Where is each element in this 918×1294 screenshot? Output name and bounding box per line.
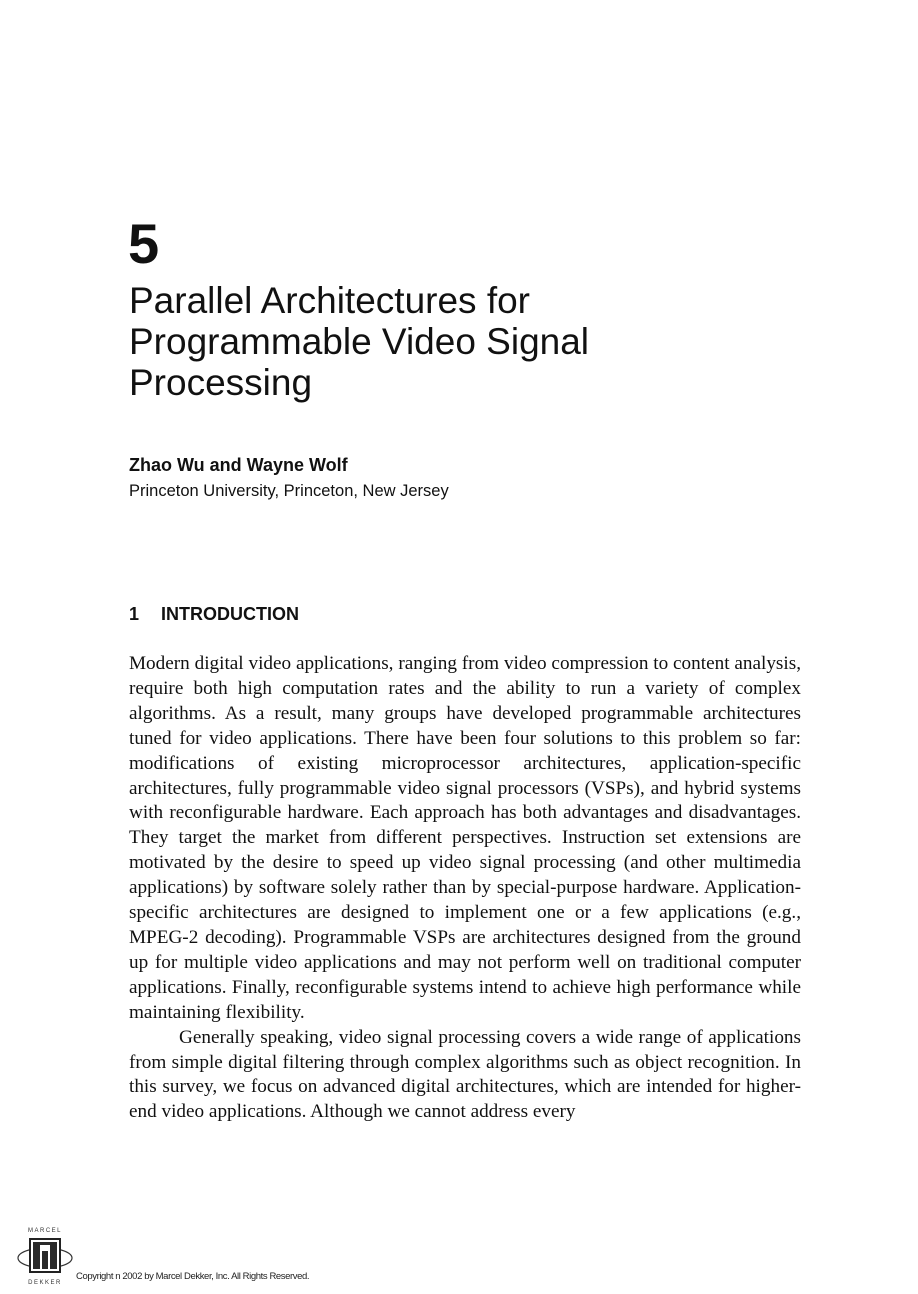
publisher-logo-icon [14,1226,76,1286]
section-heading [129,602,299,626]
chapter-title: Parallel Architectures for Programmable Video Signal Processing [129,280,590,403]
chapter-number: 5 [128,212,160,275]
section-title: INTRODUCTION [161,604,299,624]
copyright-notice: Copyright n 2002 by Marcel Dekker, Inc. All Rights Reserved. [76,1271,310,1282]
logo-text-top: MARCEL [27,1228,63,1234]
logo-text-bottom: DEKKER [28,1280,62,1286]
section-number: 1 [129,604,140,624]
chapter-affiliation: Princeton University, Princeton, New Jersey [129,482,449,500]
publisher-logo [14,1226,76,1286]
body-text [129,652,801,1125]
paragraph-2: Generally speaking, video signal processing covers a wide range of applications from simple digital filtering through complex algorithms such as object recognition. In this survey, we focus on advanced digital architectures, which are intended for higher-end video applications. Although we cannot address every [129,1026,801,1123]
chapter-authors: Zhao Wu and Wayne Wolf [129,455,348,475]
paragraph-1: Modern digital video applications, ranging from video compression to content analysis, require both high computation rates and the ability to run a variety of complex algorithms. As a result, many groups have developed programmable architectures tuned for video applications. There have been four solutions to this problem so far: modifications of existing microprocessor architectures, application-specific architectures, fully programmable video signal processors (VSPs), and hybrid systems with reconfigurable hardware. Each approach has both advantages and disadvantages. They target the market from different perspectives. Instruction set extensions are motivated by the desire to speed up video signal processing (and other multimedia applications) by software solely rather than by special-purpose hardware. Application-specific architectures are designed to implement one or a few applications (e.g., MPEG-2 decoding). Programmable VSPs are architectures designed from the ground up for multiple video applications and may not perform well on traditional computer applications. Finally, reconfigurable systems intend to achieve high performance while maintaining flexibility. [129,653,801,1023]
